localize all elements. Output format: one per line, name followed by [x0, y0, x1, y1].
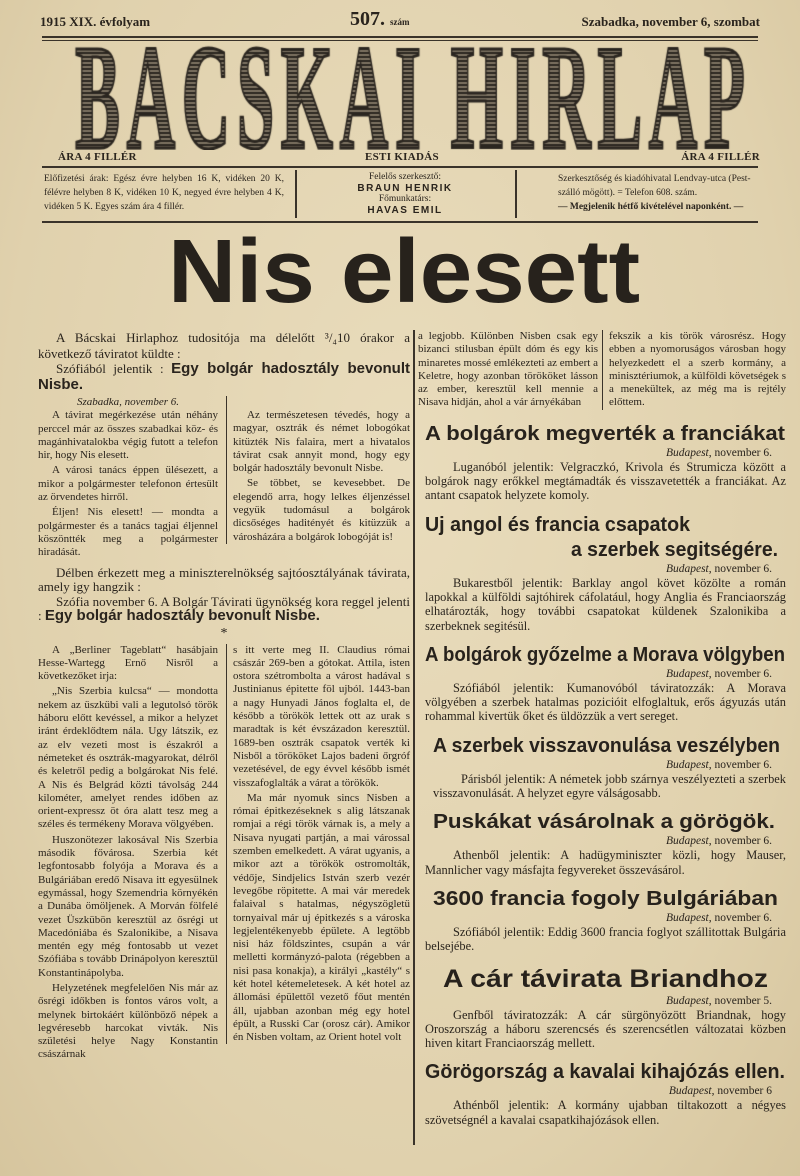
noon-report-line: [38, 595, 410, 624]
feature-column-2: [226, 644, 410, 1045]
left-section: [38, 330, 410, 1062]
news-dateline: [425, 563, 786, 576]
volume-label: 1915 XIX. évfolyam: [40, 14, 151, 29]
dateline-date: , november 6.: [708, 667, 772, 680]
dateline-date: , november 5.: [708, 994, 772, 1007]
paragraph: A „Berliner Tageblatt“ hasábjain Hesse-Wartegg Ernő Nisről a következőket irja:: [38, 643, 218, 683]
issue-suffix: szám: [390, 17, 410, 27]
feature-columns: [38, 644, 410, 1062]
lead-columns: [38, 396, 410, 560]
lead-intro-text: A Bácskai Hirlaphoz tudositója ma délelőtt ³/₄10 órakor a következő táviratot küldte :: [38, 330, 410, 361]
dateline-date: , november 6.: [708, 911, 772, 924]
lead-dateline: Szabadka, november 6.: [76, 396, 180, 408]
dateline-place: Budapest: [665, 911, 709, 924]
issue-number-value: 507.: [350, 8, 385, 30]
divider: [42, 40, 758, 41]
separator-asterisk: *: [220, 625, 228, 641]
paragraph: a legjobb. Különben Nisben csak egy bizanci stilusban épült dóm és egy kis minaretes mossé emlékezteti az embert a Keletre, hogy azonban törököket lásson az ember, keresztül kell mennie a Nisava hidján, ahol a vár árnyékában: [418, 330, 598, 409]
paragraph: Éljen! Nis elesett! — mondta a polgármester és a tanács tagjai éljennel köszöntték meg a polgármester hiradását.: [38, 506, 218, 559]
dateline-place: Budapest: [665, 758, 709, 771]
coworker-name: HAVAS EMIL: [367, 205, 443, 216]
dateline-place: Budapest: [668, 1085, 712, 1098]
editor-name: BRAUN HENRIK: [357, 183, 453, 194]
news-dateline: [425, 447, 786, 460]
dateline-place: Budapest: [665, 446, 709, 459]
news-body: Genfből táviratozzák: A cár sürgönyözött Briandnak, hogy Oroszország a háboru szerencsés és szerencsétlen változatai közben hiven kitart Franciaország mellett.: [425, 1007, 786, 1051]
news-dateline: [433, 759, 786, 772]
news-headline: Puskákat vásárolnak a görögök.: [433, 811, 775, 834]
divider: [515, 170, 517, 218]
paragraph: A városi tanács éppen ülésezett, a mikor a polgármester telefonon értesült az örvendetes hirről.: [38, 464, 218, 504]
noon-report-bold: Egy bolgár hadosztály bevonult Nisbe.: [44, 607, 320, 625]
news-body: Szófiából jelentik: Eddig 3600 francia foglyot szállitottak Bulgária belsejébe.: [425, 924, 786, 954]
dateline-date: , november 6.: [708, 562, 772, 575]
dateline-place: Budapest: [665, 994, 709, 1007]
right-section: [418, 330, 786, 1127]
paragraph: s itt verte meg II. Claudius római császár 269-ben a gótokat. Attila, isten ostora szétrombolta a várost hadával s Justinianus épitette föl ujból. 1443-ban a nagy Hunyadi János foglalta el, de később a törökök lettek ott az urak s maradtak is két évszázadon keresztül. 1689-ben osztrák csapatok verték ki Nisből a törököket Lajos badeni őrgróf vezetésével, de egy évvel később ismét visszafoglalták a várat a törökök.: [233, 643, 410, 789]
news-body: Párisból jelentik: A németek jobb szárnya veszélyezteti a szerbek visszavonulását. A helyzet egyre válságosabb.: [433, 771, 786, 801]
news-body: Athénből jelentik: A kormány ujabban tiltakozott a négyes szövetségnél a kavalai csapatkihajózások ellen.: [425, 1098, 786, 1127]
news-headline: Uj angol és francia csapatok: [425, 513, 690, 536]
section-divider: [413, 330, 415, 1145]
feature-column-1: [38, 644, 218, 1062]
news-dateline: [425, 995, 786, 1008]
lead-column-1: [38, 396, 218, 560]
paragraph: „Nis Szerbia kulcsa“ — mondotta nekem az üszkübi vali a legutolsó török háboru előtt kevéssel, a mikor a helyzet iránt érdeklődtem nála. Ugy látszik, ez az elv vezeti most is északról a németeket és osztrák-magyarokat, délről és keletről pedig a bolgárokat Nis felé. A Nis és Belgrád közti távolság 244 kilométer, amelyet rendes időben az orient-expressz öt óra alatt tesz meg a széles és termékeny Morava völgyében.: [38, 685, 218, 831]
lead-report-prefix: Szófiából jelentik :: [56, 361, 172, 376]
news-body: Luganóból jelentik: Velgraczkó, Krivola és Strumicza között a bolgárok nagy erőkkel megtámadták és visszavetették a franciákat. Az antant csapatok helyzete komoly.: [425, 459, 786, 503]
feature-column-3: [418, 330, 598, 410]
feature-column-4: [602, 330, 786, 410]
news-headline: A bolgárok megverték a franciákat: [425, 422, 785, 445]
news-headline: A szerbek visszavonulása veszélyben: [433, 734, 780, 757]
office-info: [558, 172, 763, 214]
dateline-place: Budapest: [665, 667, 709, 680]
paragraph: Helyzetének megfelelően Nis már az ősrégi időkben is fontos város volt, a melynek birtokáért különböző népek a legvéresebb harcokat vivták. Nis születési helye Nagy Konstantin császárnak: [38, 981, 218, 1061]
subscription-info: Előfizetési árak: Egész évre helyben 16 K, vidéken 20 K, félévre helyben 8 K, vidéken 10 K, negyed évre helyben 4 K, vidéken 5 K. Egyes szám ára 4 fillér.: [44, 174, 284, 212]
paragraph: Az természetesen tévedés, hogy a magyar, osztrák és német lobogókat kitüzték Nis falaira, mert a hivatalos távirat csak annyit mond, hogy egy bolgár hadosztály bevonult Nisbe.: [233, 409, 410, 475]
news-headline: A cár távirata Briandhoz: [443, 964, 768, 993]
main-headline: Nis elesett: [168, 222, 640, 322]
paragraph: A távirat megérkezése után néhány perccel már az összes szabadkai köz- és magánhivatalokba végig futott a telefon hir, hogy Nis elesett.: [38, 409, 218, 462]
dateline-place: Budapest: [665, 835, 709, 848]
news-headline: Görögország a kavalai kihajózás ellen.: [425, 1061, 785, 1084]
news-dateline: [425, 835, 786, 848]
office-address: Szerkesztőség és kiadóhivatal Lendvay-utca (Pest-szálló mögött). = Telefon 608. szám.: [558, 174, 751, 198]
news-headline: 3600 francia fogoly Bulgáriában: [433, 887, 778, 910]
news-item: [418, 887, 786, 954]
coworker-label: Főmunkatárs:: [378, 194, 432, 204]
newspaper-title-logo: [65, 44, 755, 150]
news-dateline: [425, 668, 786, 681]
news-item: [418, 964, 786, 1051]
publication-note: — Megjelenik hétfő kivételével naponként. —: [558, 202, 744, 212]
paragraph: fekszik a kis török városrész. Hogy ebben a nyomoruságos városban hogy helyezkedett el a szerb kormány, a minisztériumok, a külföldi követségek s a menekültek, az még ma is rejtély előttem.: [609, 330, 786, 409]
lead-intro: [38, 330, 410, 392]
noon-report: [38, 566, 410, 624]
editor-info: [300, 172, 510, 216]
divider: [42, 166, 758, 168]
paragraph: Huszonötezer lakosával Nis Szerbia második fővárosa. Szerbia két legfontosabb folyója a Morava és a Bulgáriában eredő Nisava itt egyesülnek egymással, hogy Szemendria környékén a Dunába ömöljenek. A Morván fölfelé vezet Üszkübön keresztül az ősrégi ut Macedóniába és Szalonikibe, a Nisava mentén egy még fontosabb ut vezet Szófiába s tovább Drinápolyon keresztül Konstantinápolyba.: [38, 833, 218, 979]
lead-report: [38, 361, 410, 392]
lead-column-2: [226, 396, 410, 544]
news-body: Szófiából jelentik: Kumanovóból táviratozzák: A Morava völgyében a szerbek hatalmas pozicióit elfoglaltuk, erős ágyuzás után rohammal kivertük őket és üldözzük a vert sereget.: [425, 680, 786, 724]
dateline-date: , november 6.: [708, 758, 772, 771]
dateline-place: Budapest: [665, 562, 709, 575]
noon-text: Délben érkezett meg a miniszterelnökség sajtóosztályának távirata, amely igy hangzik :: [38, 564, 410, 595]
edition-label: ESTI KIADÁS: [365, 151, 439, 163]
divider: [295, 170, 297, 218]
news-item: [418, 1060, 786, 1127]
news-dateline: [425, 912, 786, 925]
news-body: Athenből jelentik: A hadügyminiszter közli, hogy Mauser, Mannlicher vagy másfajta fegyvereket összevásárol.: [425, 848, 786, 877]
place-date: Szabadka, november 6, szombat: [581, 14, 760, 29]
feature-continuation: [418, 330, 786, 410]
paragraph: Se többet, se kevesebbet. De elegendő arra, hogy lelkes éljenzéssel vegyük tudomásul a bolgárok dicsőséges haditényét és kitüzzük a városházára a bolgárok lobogóját is!: [233, 477, 410, 543]
divider: [42, 36, 758, 38]
dateline-date: , november 6.: [708, 446, 772, 459]
price-left: ÁRA 4 FILLÉR: [58, 151, 137, 163]
dateline-date: , november 6: [711, 1085, 772, 1098]
issue-number: [350, 8, 410, 31]
news-item: [418, 643, 786, 724]
dateline-date: , november 6.: [708, 835, 772, 848]
news-dateline: [425, 1085, 786, 1098]
editor-label: Felelős szerkesztő:: [368, 172, 442, 182]
news-item: [418, 513, 786, 633]
news-headline-line-2: a szerbek segitségére.: [570, 538, 778, 561]
news-item: [418, 810, 786, 877]
paragraph: Ma már nyomuk sincs Nisben a római épitkezéseknek s alig látszanak romjai a régi török várnak is, a mely a Nisava nyugati partján, a mai várossal szemben emelkedett. A várat ugyanis, a mikor azt a törökök ostromolták, védője, Sindjelics István szerb vezér levegőbe röpitette. A mai vár meredek falaival s hatalmas, négyszögletü tornyaival már uj épitkezés s a városka legjelentékenyebb épülete. A legtöbb nisi ház földszintes, csupán a vár melletti kormányzó-palota (régebben a nisi pasa konakja), a királyi „kastély“ s két hotel kétemeletesek. A két hotel az állomási épülettől vezető főut mentén áll, ujabban azonban még egy hotel épült, a Russki Car (orosz cár). Amikor én Nisben voltam, az Orient hotel volt: [233, 791, 410, 1044]
news-headline: A bolgárok győzelme a Morava völgyben: [425, 643, 785, 666]
price-right: ÁRA 4 FILLÉR: [681, 151, 760, 163]
news-item: [418, 422, 786, 503]
noon-report-prefix: Szófia november 6. A Bolgár Távirati ügynökség kora reggel jelenti :: [38, 593, 410, 624]
news-item: [418, 734, 786, 801]
lead-report-bold: Egy bolgár hadosztály bevonult Nisbe.: [38, 360, 410, 393]
news-body: Bukarestből jelentik: Barklay angol követ közölte a román lapokkal a külföldi sajtóhirek cáfolatául, hogy Anglia és Franciaország elhatározták, hogy további csapatokat küldenek Szalonikiba a szerbeknek segitésül.: [425, 575, 786, 633]
